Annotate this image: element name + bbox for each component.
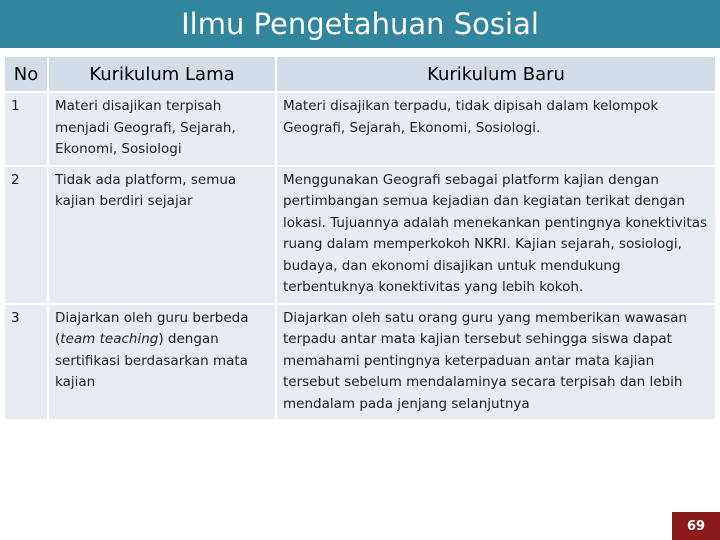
table-row [5, 93, 715, 165]
kurikulum-lama-cell: Materi disajikan terpisah menjadi Geografi, Sejarah, Ekonomi, Sosiologi [49, 93, 275, 165]
page-title: Ilmu Pengetahuan Sosial [181, 7, 539, 41]
row-number: 1 [5, 93, 47, 165]
table-header-row [5, 57, 715, 91]
title-bar [0, 0, 720, 48]
header-kurikulum-lama: Kurikulum Lama [49, 57, 275, 91]
kurikulum-baru-cell: Diajarkan oleh satu orang guru yang memberikan wawasan terpadu antar mata kajian tersebut sehingga siswa dapat memahami pentingnya keterpaduan antar mata kajian tersebut sebelum mendalaminya secara terpisah dan lebih mendalam pada jenjang selanjutnya [277, 305, 715, 420]
lama-text-italic: team teaching [60, 331, 159, 347]
page-number-badge [672, 512, 720, 540]
kurikulum-lama-cell: Tidak ada platform, semua kajian berdiri sejajar [49, 167, 275, 303]
lama-text-before: Diajarkan oleh guru berbeda ( [55, 309, 249, 347]
header-kurikulum-baru: Kurikulum Baru [277, 57, 715, 91]
kurikulum-lama-cell [49, 305, 275, 420]
header-no: No [5, 57, 47, 91]
curriculum-table [3, 55, 717, 421]
table-row [5, 305, 715, 420]
page-number: 69 [686, 518, 706, 534]
row-number: 3 [5, 305, 47, 420]
row-number: 2 [5, 167, 47, 303]
kurikulum-baru-cell: Menggunakan Geografi sebagai platform kajian dengan pertimbangan semua kejadian dan kegiatan terikat dengan lokasi. Tujuannya adalah menekankan pentingnya konektivitas ruang dalam memperkokoh NKRI. Kajian sejarah, sosiologi, budaya, dan ekonomi disajikan untuk mendukung terbentuknya konektivitas yang lebih kokoh. [277, 167, 715, 303]
kurikulum-baru-cell: Materi disajikan terpadu, tidak dipisah dalam kelompok Geografi, Sejarah, Ekonomi, Sosiologi. [277, 93, 715, 165]
lama-text-after: ) dengan sertifikasi berdasarkan mata kajian [55, 331, 248, 390]
table-row [5, 167, 715, 303]
